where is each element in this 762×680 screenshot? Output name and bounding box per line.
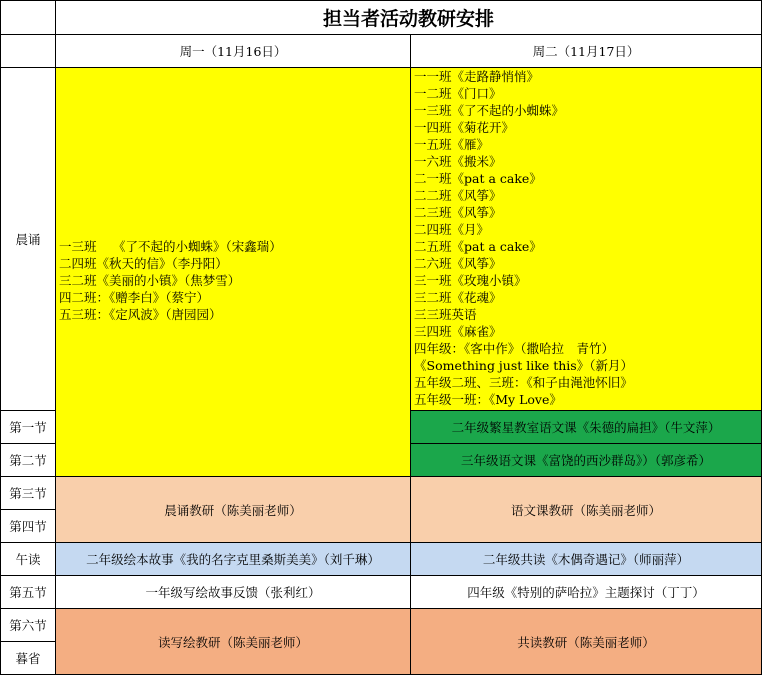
list-item: 一三班 《了不起的小蜘蛛》（宋鑫瑞）	[59, 239, 282, 254]
page-title: 担当者活动教研安排	[56, 1, 762, 35]
list-item: 五年级一班：《My Love》	[414, 392, 562, 407]
day-header-monday: 周一（11月16日）	[56, 35, 411, 68]
tuesday-period1-cell: 二年级繁星教室语文课《朱德的扁担》（牛文萍）	[411, 411, 762, 444]
list-item: 三一班《玫瑰小镇》	[414, 273, 527, 288]
monday-morning-cell	[56, 68, 411, 477]
tuesday-morning-cell	[411, 68, 762, 411]
period-label-first: 第一节	[1, 411, 56, 444]
monday-period5-cell: 一年级写绘故事反馈（张利红）	[56, 576, 411, 609]
day-header-tuesday: 周二（11月17日）	[411, 35, 762, 68]
list-item: 一六班《搬米》	[414, 154, 502, 169]
header-blank-cell	[1, 35, 56, 68]
list-item: 三四班《麻雀》	[414, 324, 502, 339]
tuesday-period5-cell: 四年级《特别的萨哈拉》主题探讨（丁丁）	[411, 576, 762, 609]
list-item: 四年级：《客中作》（撒哈拉 青竹）	[414, 341, 615, 356]
list-item: 三二班《花魂》	[414, 290, 502, 305]
tuesday-period34-cell: 语文课教研（陈美丽老师）	[411, 477, 762, 543]
period-label-sixth: 第六节	[1, 609, 56, 642]
corner-cell	[1, 1, 56, 35]
list-item: 一三班《了不起的小蜘蛛》	[414, 103, 565, 118]
list-item: 四二班：《赠李白》（蔡宁）	[59, 290, 210, 305]
list-item: 三三班英语	[414, 307, 477, 322]
period-label-morning: 晨诵	[1, 68, 56, 411]
tuesday-period2-cell: 三年级语文课《富饶的西沙群岛》）（郭彦希）	[411, 444, 762, 477]
list-item: 二四班《秋天的信》（李丹阳）	[59, 256, 228, 271]
list-item: 二三班《风筝》	[414, 205, 502, 220]
period-label-third: 第三节	[1, 477, 56, 510]
tuesday-period6-cell: 共读教研（陈美丽老师）	[411, 609, 762, 675]
list-item: 二四班《月》	[414, 222, 490, 237]
list-item: 二六班《风筝》	[414, 256, 502, 271]
monday-period34-cell: 晨诵教研（陈美丽老师）	[56, 477, 411, 543]
list-item: 一四班《菊花开》	[414, 120, 515, 135]
list-item: 一二班《门口》	[414, 86, 502, 101]
list-item: 《Something just like this》（新月）	[414, 358, 633, 373]
monday-noon-cell: 二年级绘本故事《我的名字克里桑斯美美》（刘千琳）	[56, 543, 411, 576]
list-item: 五三班：《定风波》（唐园园）	[59, 307, 222, 322]
list-item: 二一班《pat a cake》	[414, 171, 542, 186]
list-item: 二二班《风筝》	[414, 188, 502, 203]
list-item: 五年级二班、三班：《和子由渑池怀旧》	[414, 375, 633, 390]
list-item: 二五班《pat a cake》	[414, 239, 542, 254]
monday-period6-cell: 读写绘教研（陈美丽老师）	[56, 609, 411, 675]
period-label-evening: 暮省	[1, 642, 56, 675]
list-item: 一一班《走路静悄悄》	[414, 69, 540, 84]
tuesday-noon-cell: 二年级共读《木偶奇遇记》（师丽萍）	[411, 543, 762, 576]
period-label-second: 第二节	[1, 444, 56, 477]
list-item: 三二班《美丽的小镇》（焦梦雪）	[59, 273, 241, 288]
period-label-noon-reading: 午读	[1, 543, 56, 576]
period-label-fifth: 第五节	[1, 576, 56, 609]
period-label-fourth: 第四节	[1, 510, 56, 543]
list-item: 一五班《雁》	[414, 137, 490, 152]
